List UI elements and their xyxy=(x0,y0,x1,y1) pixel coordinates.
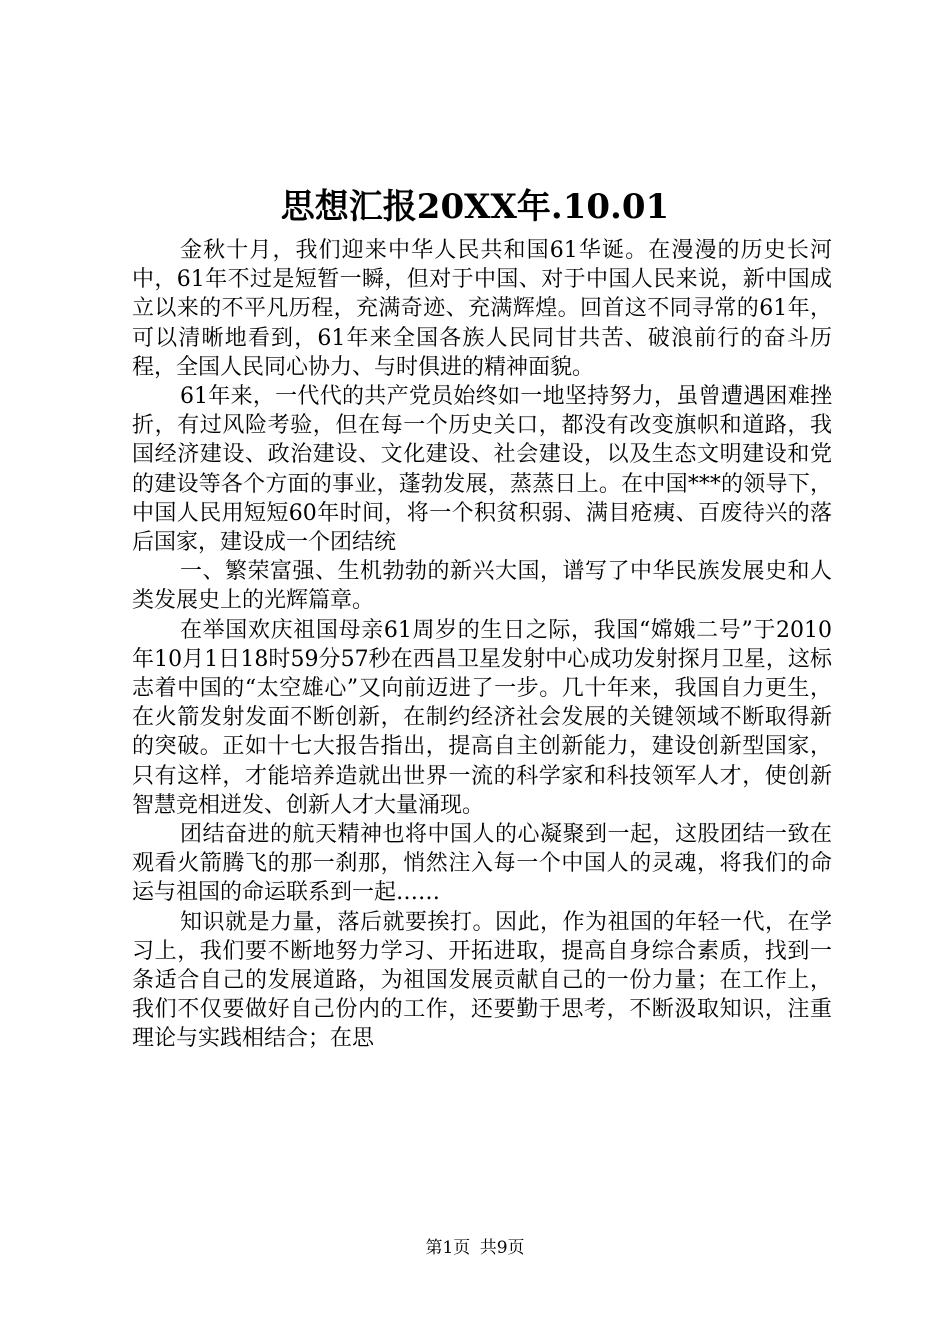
document-title: 思想汇报20XX年.10.01 xyxy=(280,187,670,227)
page-total: 共9页 xyxy=(479,1238,525,1258)
page-number: 第1页 xyxy=(425,1238,471,1258)
paragraph: 在举国欢庆祖国母亲61周岁的生日之际，我国“嫦娥二号”于2010年10月1日18时59分57秒在西昌卫星发射中心成功发射探月卫星，这标志着中国的“太空雄心”又向前迈进了一步。几十年来，我国自力更生，在火箭发射发面不断创新，在制约经济社会发展的关键领域不断取得新的突破。正如十七大报告指出，提高自主创新能力，建设创新型国家，只有这样，才能培养造就出世界一流的科学家和科技领军人才，使创新智慧竞相迸发、创新人才大量涌现。 xyxy=(132,617,832,818)
document-body xyxy=(132,236,832,1054)
paragraph: 团结奋进的航天精神也将中国人的心凝聚到一起，这股团结一致在观看火箭腾飞的那一刹那，悄然注入每一个中国人的灵魂，将我们的命运与祖国的命运联系到一起…… xyxy=(132,822,832,906)
paragraph: 金秋十月，我们迎来中华人民共和国61华诞。在漫漫的历史长河中，61年不过是短暂一瞬，但对于中国、对于中国人民来说，新中国成立以来的不平凡历程，充满奇迹、充满辉煌。回首这不同寻常的61年，可以清晰地看到，61年来全国各族人民同甘共苦、破浪前行的奋斗历程，全国人民同心协力、与时俱进的精神面貌。 xyxy=(132,238,832,380)
page-footer xyxy=(0,1236,950,1260)
paragraph: 61年来，一代代的共产党员始终如一地坚持努力，虽曾遭遇困难挫折，有过风险考验，但在每一个历史关口，都没有改变旗帜和道路，我国经济建设、政治建设、文化建设、社会建设，以及生态文明建设和党的建设等各个方面的事业，蓬勃发展，蒸蒸日上。在中国***的领导下，中国人民用短短60年时间，将一个积贫积弱、满目疮痍、百废待兴的落后国家，建设成一个团结统 xyxy=(132,384,832,556)
paragraph: 知识就是力量，落后就要挨打。因此，作为祖国的年轻一代，在学习上，我们要不断地努力学习、开拓进取，提高自身综合素质，找到一条适合自己的发展道路，为祖国发展贡献自己的一份力量；在工作上，我们不仅要做好自己份内的工作，还要勤于思考，不断汲取知识，注重理论与实践相结合；在思 xyxy=(132,909,832,1052)
paragraph: 一、繁荣富强、生机勃勃的新兴大国，谱写了中华民族发展史和人类发展史上的光辉篇章。 xyxy=(132,559,832,614)
